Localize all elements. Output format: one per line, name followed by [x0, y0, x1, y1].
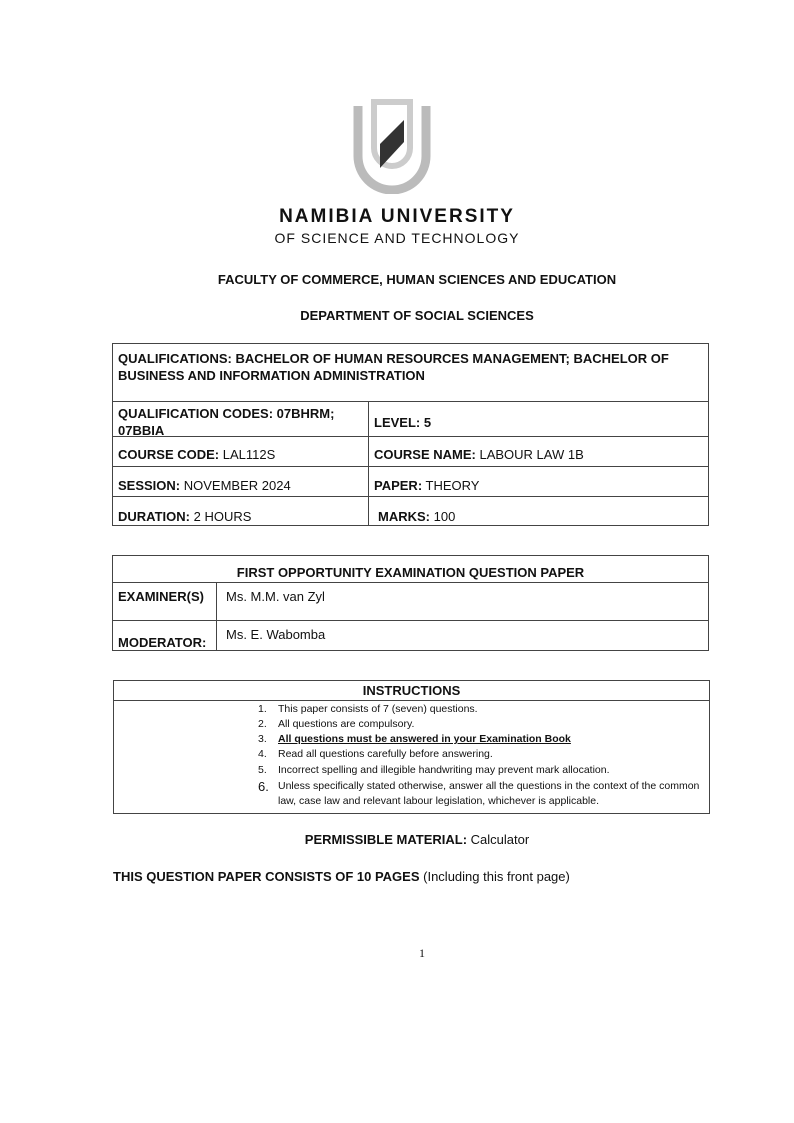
marks-cell: MARKS: 100: [378, 509, 456, 524]
moderator-label: MODERATOR:: [118, 635, 207, 650]
qualification-codes-cell: QUALIFICATION CODES: 07BHRM; 07BBIA: [118, 406, 335, 438]
level-cell: LEVEL: 5: [374, 415, 432, 430]
logo-line1: NAMIBIA UNIVERSITY: [279, 206, 515, 227]
instructions-title: INSTRUCTIONS: [362, 683, 461, 698]
examiner-value: Ms. M.M. van Zyl: [226, 589, 325, 604]
instruction-item: 5. Incorrect spelling and illegible handwriting may prevent mark allocation.: [258, 764, 610, 776]
duration-cell: DURATION: 2 HOURS: [118, 509, 252, 524]
session-cell: SESSION: NOVEMBER 2024: [118, 478, 291, 493]
course-code-cell: COURSE CODE: LAL112S: [118, 447, 276, 462]
faculty-heading: FACULTY OF COMMERCE, HUMAN SCIENCES AND EDUCATION: [217, 272, 617, 287]
exam-title: FIRST OPPORTUNITY EXAMINATION QUESTION PAPER: [236, 565, 585, 580]
permissible-material: PERMISSIBLE MATERIAL: Calculator: [304, 832, 530, 847]
examiner-label: EXAMINER(S): [118, 589, 204, 604]
page-number: 1: [419, 946, 425, 960]
moderator-value: Ms. E. Wabomba: [226, 627, 326, 642]
logo-line2: OF SCIENCE AND TECHNOLOGY: [274, 230, 520, 246]
instruction-item: 2. All questions are compulsory.: [258, 718, 415, 730]
qualifications-cell: QUALIFICATIONS: BACHELOR OF HUMAN RESOURCES MANAGEMENT; BACHELOR OF BUSINESS AND INFORMATION ADMINISTRATION: [118, 351, 669, 383]
instruction-item: 6. Unless specifically stated otherwise, answer all the questions in the context of the common law, case law and relevant labour legislation, whichever is applicable.: [258, 779, 700, 807]
course-name-cell: COURSE NAME: LABOUR LAW 1B: [374, 447, 584, 462]
instruction-item: 4. Read all questions carefully before answering.: [258, 748, 493, 760]
department-heading: DEPARTMENT OF SOCIAL SCIENCES: [300, 308, 534, 323]
university-logo-icon: [350, 98, 434, 194]
paper-cell: PAPER: THEORY: [374, 478, 480, 493]
page-count-note: THIS QUESTION PAPER CONSISTS OF 10 PAGES (Including this front page): [113, 869, 570, 884]
instruction-item: 1. This paper consists of 7 (seven) questions.: [258, 703, 478, 715]
instruction-item: 3. All questions must be answered in your Examination Book: [258, 733, 571, 745]
